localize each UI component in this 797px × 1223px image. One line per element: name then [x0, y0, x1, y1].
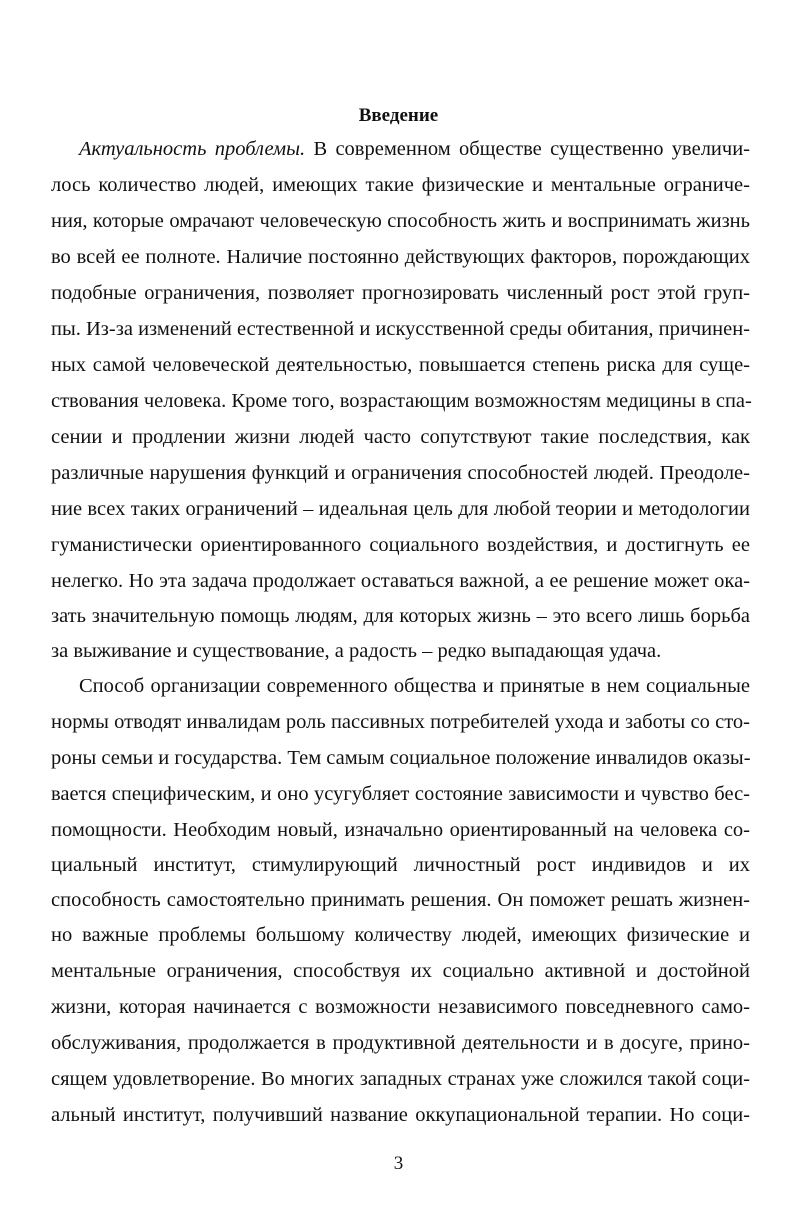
- paragraph-1-line-8: ствования человека. Кроме того, возрастающим возможностям медицины в спа-: [51, 390, 752, 412]
- paragraph-1-line-4: во всей ее полноте. Наличие постоянно действующих факторов, порождающих: [51, 246, 750, 268]
- paragraph-1-line-1-text: В современном обществе существенно увеличи-: [313, 138, 751, 160]
- paragraph-1-line-2: лось количество людей, имеющих такие физические и ментальные ограниче-: [51, 174, 750, 196]
- paragraph-2-line-1: Способ организации современного общества и принятые в нем социальные: [79, 675, 750, 697]
- paragraph-2-line-13: альный институт, получивший название оккупациональной терапии. Но соци-: [51, 1104, 750, 1126]
- paragraph-1-line-11: ние всех таких ограничений – идеальная цель для любой теории и методологии: [51, 498, 750, 520]
- paragraph-1-line-13: нелегко. Но эта задача продолжает оставаться важной, а ее решение может ока-: [51, 570, 750, 592]
- paragraph-1-line-9: сении и продлении жизни людей часто сопутствуют такие последствия, как: [51, 426, 750, 448]
- paragraph-2-line-9: ментальные ограничения, способствуя их социально активной и достойной: [51, 960, 750, 982]
- paragraph-1-line-5: подобные ограничения, позволяет прогнозировать численный рост этой груп-: [51, 282, 750, 304]
- paragraph-1-line-14: зать значительную помощь людям, для которых жизнь – это всего лишь борьба: [51, 605, 750, 627]
- paragraph-2-line-4: вается специфическим, и оно усугубляет состояние зависимости и чувство бес-: [51, 783, 750, 805]
- paragraph-1-line-3: ния, которые омрачают человеческую способность жить и воспринимать жизнь: [51, 210, 750, 232]
- paragraph-2-line-2: нормы отводят инвалидам роль пассивных потребителей ухода и заботы со сто-: [51, 711, 750, 733]
- paragraph-2-line-8: но важные проблемы большому количеству людей, имеющих физические и: [51, 924, 750, 946]
- paragraph-2-line-12: сящем удовлетворение. Во многих западных странах уже сложился такой соци-: [51, 1068, 750, 1090]
- paragraph-2-line-6: циальный институт, стимулирующий личностный рост индивидов и их: [51, 854, 750, 876]
- paragraph-2-line-10: жизни, которая начинается с возможности независимого повседневного само-: [51, 996, 750, 1018]
- paragraph-1-line-12: гуманистически ориентированного социального воздействия, и достигнуть ее: [51, 534, 750, 556]
- paragraph-2-line-5: помощности. Необходим новый, изначально ориентированный на человека со-: [51, 819, 750, 841]
- paragraph-1-line-1: [79, 136, 750, 162]
- paragraph-1-line-6: пы. Из-за изменений естественной и искусственной среды обитания, причинен-: [51, 318, 750, 340]
- page-number: 3: [393, 1153, 404, 1174]
- paragraph-1-line-10: различные нарушения функций и ограничения способностей людей. Преодоле-: [51, 462, 750, 484]
- lead-italic-phrase: Актуальность проблемы.: [79, 138, 306, 160]
- paragraph-1-line-15: за выживание и существование, а радость – редко выпадающая удача.: [51, 640, 662, 662]
- section-heading: Введение: [358, 105, 439, 126]
- paragraph-2-line-7: способность самостоятельно принимать решения. Он поможет решать жизнен-: [51, 889, 750, 911]
- paragraph-2-line-11: обслуживания, продолжается в продуктивной деятельности и в досуге, прино-: [51, 1032, 750, 1054]
- paragraph-1-line-7: ных самой человеческой деятельностью, повышается степень риска для суще-: [51, 354, 750, 376]
- paragraph-2-line-3: роны семьи и государства. Тем самым социальное положение инвалидов оказы-: [51, 747, 751, 769]
